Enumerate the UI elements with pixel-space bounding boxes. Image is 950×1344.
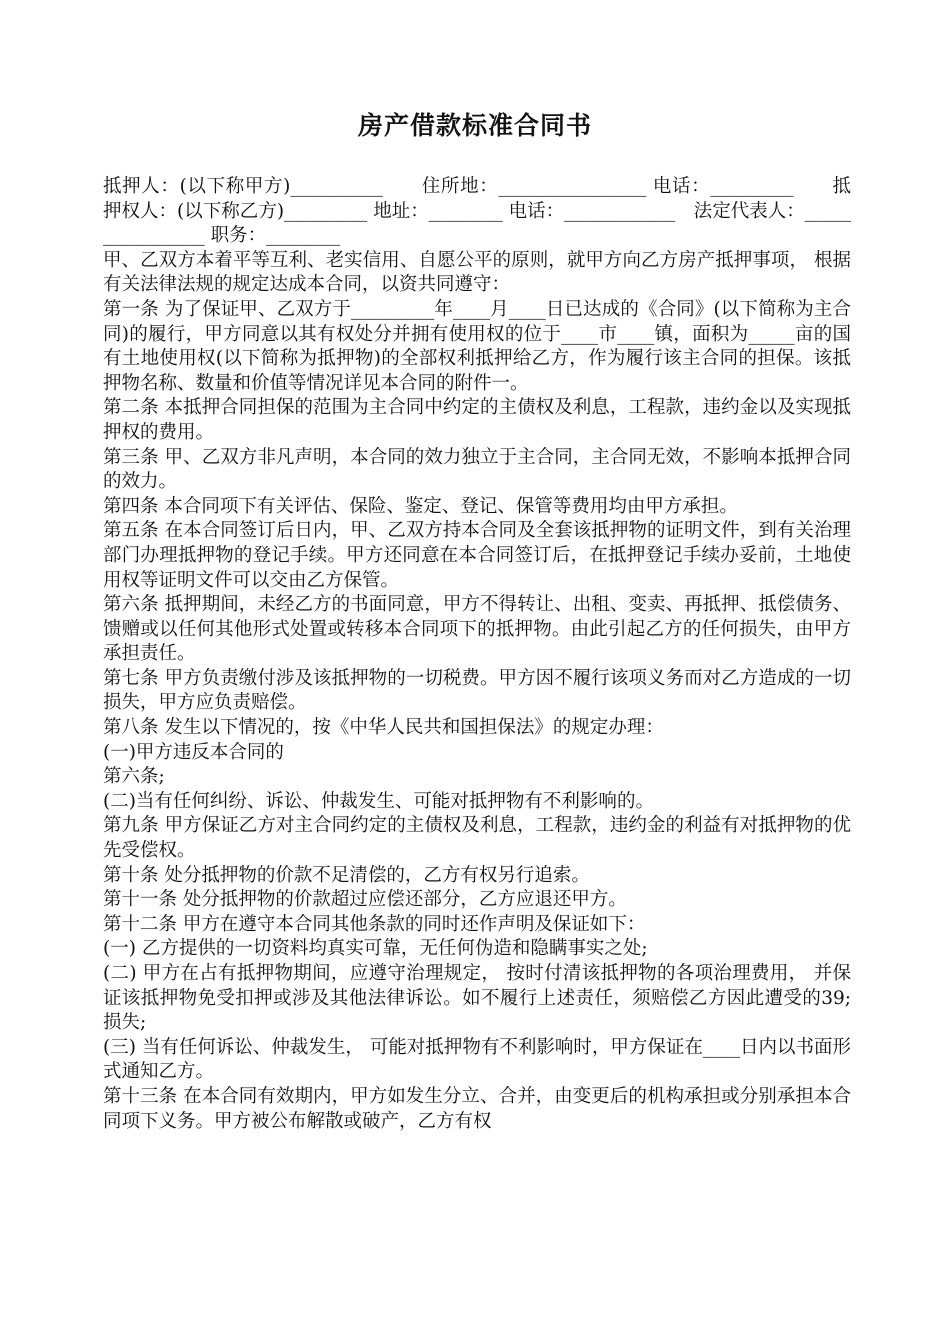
article-2: 第二条 本抵押合同担保的范围为主合同中约定的主债权及利息，工程款，违约金以及实现抵押权的费用。 xyxy=(103,397,851,443)
article-8: 第八条 发生以下情况的，按《中华人民共和国担保法》的规定办理： xyxy=(103,717,664,739)
article-1: 第一条 为了保证甲、乙双方于_________年____月____日已达成的《合同》(以下简称为主合同)的履行，甲方同意以其有权处分并拥有使用权的位于____市____镇，面积为_____亩的国有土地使用权(以下简称为抵押物)的全部权利抵押给乙方，作为履行该主合同的担保。该抵押物名称、数量和价值等情况详见本合同的附件一。 xyxy=(103,298,851,394)
article-8-item-2: (二)当有任何纠纷、诉讼、仲裁发生、可能对抵押物有不利影响的。 xyxy=(103,790,654,812)
article-12-item-3: (三) 当有任何诉讼、仲裁发生， 可能对抵押物有不利影响时，甲方保证在____日内以书面形式通知乙方。 xyxy=(103,1036,851,1083)
article-3: 第三条 甲、乙双方非凡声明，本合同的效力独立于主合同，主合同无效，不影响本抵押合同的效力。 xyxy=(103,446,851,493)
article-7: 第七条 甲方负责缴付涉及该抵押物的一切税费。甲方因不履行该项义务而对乙方造成的一切损失，甲方应负责赔偿。 xyxy=(103,667,851,714)
article-4: 第四条 本合同项下有关评估、保险、鉴定、登记、保管等费用均由甲方承担。 xyxy=(103,495,738,517)
article-6: 第六条 抵押期间，未经乙方的书面同意，甲方不得转让、出租、变卖、再抵押、抵偿债务、馈赠或以任何其他形式处置或转移本合同项下的抵押物。由此引起乙方的任何损失，由甲方承担责任。 xyxy=(103,594,851,665)
article-12-item-2: (二) 甲方在占有抵押物期间，应遵守治理规定， 按时付清该抵押物的各项治理费用， 并保证该抵押物免受扣押或涉及其他法律诉讼。如不履行上述责任，须赔偿乙方因此遭受的39;损失; xyxy=(103,963,851,1034)
party-info-fields: 抵押人：(以下称甲方)__________ 住所地：________________ 电话：_________ 抵押权人：(以下称乙方)_________ 地址：________ 电话：____________ 法定代表人：________________ 职务：________ xyxy=(103,176,851,247)
article-12-item-1: (一) 乙方提供的一切资料均真实可靠，无任何伪造和隐瞒事实之处; xyxy=(103,938,648,960)
article-8-item-1-cont: 第六条; xyxy=(103,766,165,788)
article-8-item-1: (一)甲方违反本合同的 xyxy=(103,741,284,763)
preamble-paragraph: 甲、乙双方本着平等互利、老实信用、自愿公平的原则，就甲方向乙方房产抵押事项， 根据有关法律法规的规定达成本合同，以资共同遵守： xyxy=(103,249,851,296)
contract-body xyxy=(103,175,851,1134)
article-5: 第五条 在本合同签订后日内，甲、乙双方持本合同及全套该抵押物的证明文件，到有关治理部门办理抵押物的登记手续。甲方还同意在本合同签订后，在抵押登记手续办妥前，土地使用权等证明文件可以交由乙方保管。 xyxy=(103,520,851,591)
article-11: 第十一条 处分抵押物的价款超过应偿还部分，乙方应退还甲方。 xyxy=(103,889,627,911)
article-13: 第十三条 在本合同有效期内，甲方如发生分立、合并，由变更后的机构承担或分别承担本合同项下义务。甲方被公布解散或破产，乙方有权 xyxy=(103,1085,851,1132)
article-9: 第九条 甲方保证乙方对主合同约定的主债权及利息，工程款，违约金的利益有对抵押物的优先受偿权。 xyxy=(103,815,851,862)
document-title: 房产借款标准合同书 xyxy=(357,111,592,140)
article-12: 第十二条 甲方在遵守本合同其他条款的同时还作声明及保证如下： xyxy=(103,913,646,935)
article-10: 第十条 处分抵押物的价款不足清偿的，乙方有权另行追索。 xyxy=(103,864,590,886)
